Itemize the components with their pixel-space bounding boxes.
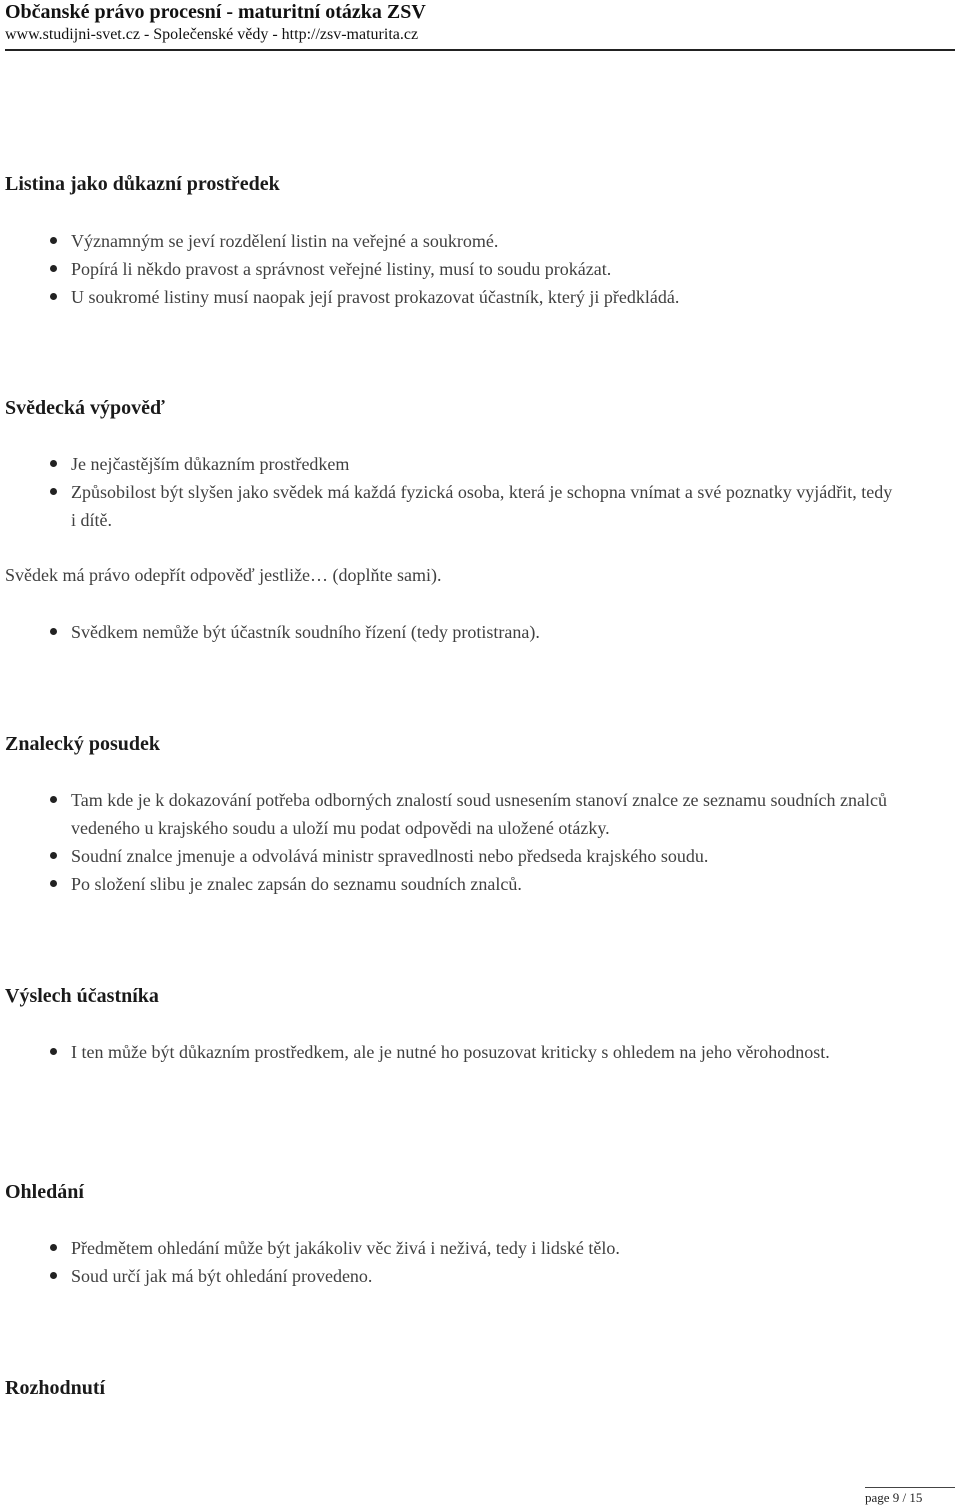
page-header [5,0,955,45]
document-title: Občanské právo procesní - maturitní otázka ZSV [5,1,426,23]
list-item: Způsobilost být slyšen jako svědek má každá fyzická osoba, která je schopna vnímat a své poznatky vyjádřit, tedy i dítě. [0,478,900,534]
list-item: Svědkem nemůže být účastník soudního řízení (tedy protistrana). [0,618,900,646]
list-svedecka-2 [0,618,900,646]
paragraph-svedek: Svědek má právo odepřít odpověď jestliže… (doplňte sami). [5,565,442,585]
header-divider [5,49,955,51]
list-ohledani [0,1234,900,1290]
list-znalecky [0,786,900,898]
list-vyslech [0,1038,900,1066]
footer-divider [865,1487,955,1488]
list-item: U soukromé listiny musí naopak její pravost prokazovat účastník, který ji předkládá. [0,283,900,311]
list-item: Soudní znalce jmenuje a odvolává ministr spravedlnosti nebo předseda krajského soudu. [0,842,900,870]
list-item: Soud určí jak má být ohledání provedeno. [0,1262,900,1290]
list-item: Po složení slibu je znalec zapsán do seznamu soudních znalců. [0,870,900,898]
list-item: Popírá li někdo pravost a správnost veřejné listiny, musí to soudu prokázat. [0,255,900,283]
heading-vyslech: Výslech účastníka [5,985,159,1007]
document-source: www.studijni-svet.cz - Společenské vědy - http://zsv-maturita.cz [5,26,419,43]
heading-znalecky: Znalecký posudek [5,733,161,755]
page-number: page 9 / 15 [865,1490,923,1505]
list-item: I ten může být důkazním prostředkem, ale je nutné ho posuzovat kriticky s ohledem na jeho věrohodnost. [0,1038,900,1066]
list-item: Významným se jeví rozdělení listin na veřejné a soukromé. [0,227,900,255]
heading-ohledani: Ohledání [5,1181,84,1203]
list-item: Je nejčastějším důkazním prostředkem [0,450,900,478]
heading-listina: Listina jako důkazní prostředek [5,173,280,195]
heading-rozhodnuti: Rozhodnutí [5,1377,106,1399]
list-svedecka [0,450,900,534]
list-listina [0,227,900,311]
heading-svedecka: Svědecká výpověď [5,397,165,419]
list-item: Předmětem ohledání může být jakákoliv věc živá i neživá, tedy i lidské tělo. [0,1234,900,1262]
list-item: Tam kde je k dokazování potřeba odborných znalostí soud usnesením stanoví znalce ze seznamu soudních znalců vedeného u krajského soudu a uloží mu podat odpovědi na uložené otázky. [0,786,900,842]
